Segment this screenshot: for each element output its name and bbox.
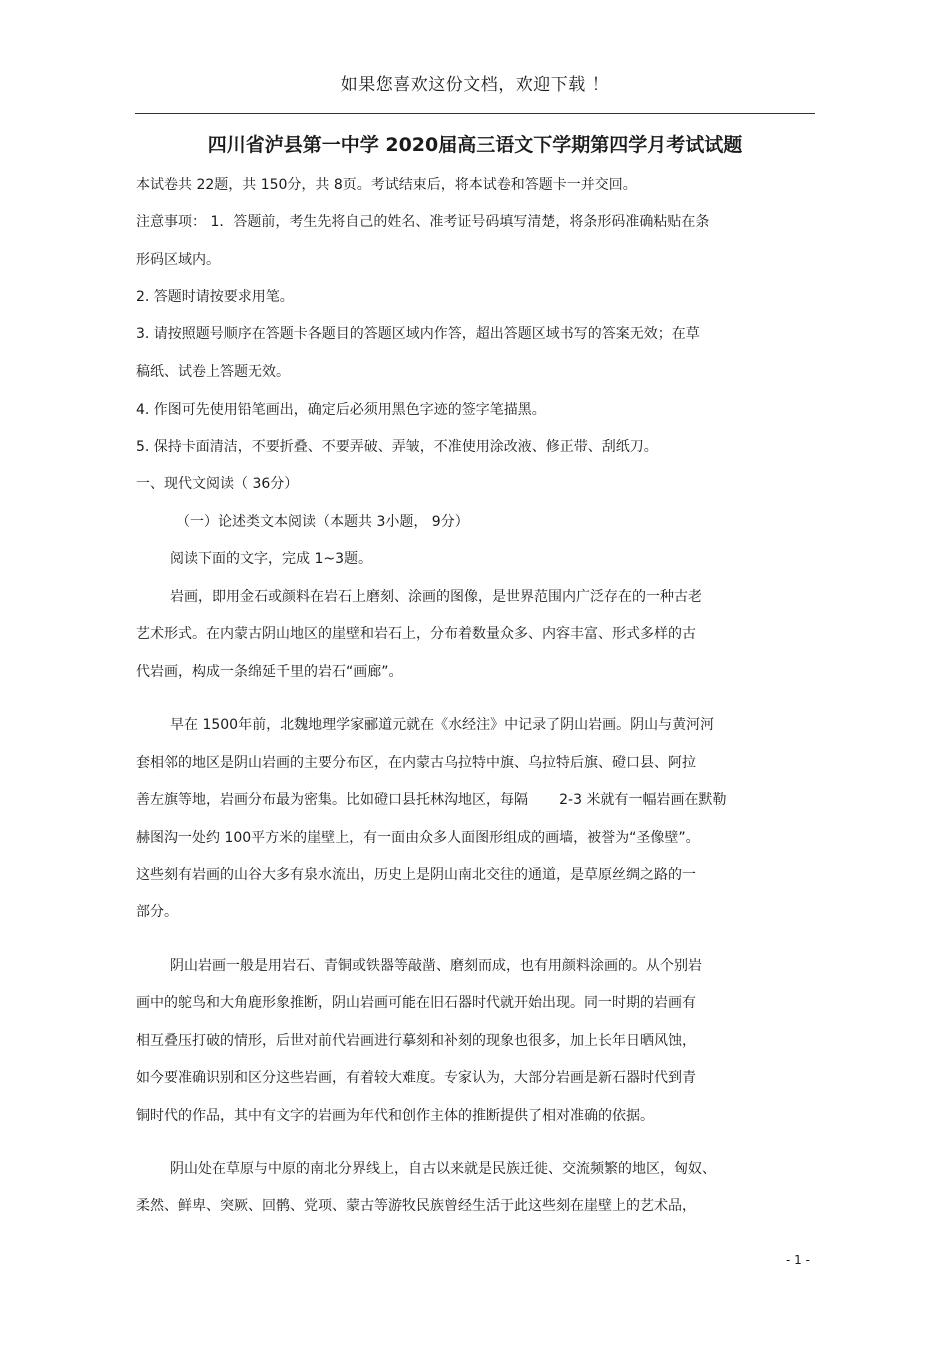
text-line: 相互叠压打破的情形，后世对前代岩画进行摹刻和补刻的现象也很多，加上长年日晒风蚀， (136, 1033, 696, 1049)
text-line: 阅读下面的文字，完成 1~3题。 (170, 551, 372, 567)
text-line: 代岩画，构成一条绵延千里的岩石“画廊”。 (136, 664, 403, 680)
text-line: 岩画，即用金石或颜料在岩石上磨刻、涂画的图像，是世界范围内广泛存在的一种古老 (170, 589, 702, 605)
text-line: 画中的鸵鸟和大角鹿形象推断，阴山岩画可能在旧石器时代就开始出现。同一时期的岩画有 (136, 995, 696, 1011)
text-line: 稿纸、试卷上答题无效。 (136, 364, 290, 380)
text-line: 如今要准确识别和区分这些岩画，有着较大难度。专家认为，大部分岩画是新石器时代到青 (136, 1070, 696, 1086)
text-line: 一、现代文阅读（ 36分） (136, 476, 299, 492)
document-banner: 如果您喜欢这份文档，欢迎下载 ！ (340, 75, 610, 95)
text-line: 部分。 (136, 904, 178, 920)
text-line: （一）论述类文本阅读（本题共 3小题， 9分） (176, 514, 469, 530)
text-line: 套相邻的地区是阴山岩画的主要分布区，在内蒙古乌拉特中旗、乌拉特后旗、磴口县、阿拉 (136, 755, 696, 771)
text-line: 这些刻有岩画的山谷大多有泉水流出，历史上是阴山南北交往的通道，是草原丝绸之路的一 (136, 867, 696, 883)
text-line: 形码区域内。 (136, 252, 220, 268)
text-line: 2. 答题时请按要求用笔。 (136, 289, 294, 305)
text-line: 艺术形式。在内蒙古阴山地区的崖壁和岩石上，分布着数量众多、内容丰富、形式多样的古 (136, 626, 696, 642)
text-line: 阴山处在草原与中原的南北分界线上，自古以来就是民族迁徙、交流频繁的地区，匈奴、 (170, 1161, 716, 1177)
header-divider (135, 113, 815, 114)
text-line: 3. 请按照题号顺序在答题卡各题目的答题区域内作答，超出答题区域书写的答案无效；在草 (136, 326, 700, 342)
text-line: 赫图沟一处约 100平方米的崖壁上，有一面由众多人面图形组成的画墙，被誉为“圣像壁”。 (136, 830, 700, 846)
text-line: 铜时代的作品，其中有文字的岩画为年代和创作主体的推断提供了相对准确的依据。 (136, 1108, 654, 1124)
text-line: 4. 作图可先使用铅笔画出，确定后必须用黑色字迹的签字笔描黑。 (136, 402, 546, 418)
text-line: 本试卷共 22题，共 150分，共 8页。考试结束后，将本试卷和答题卡一并交回。 (136, 177, 637, 193)
text-line: 柔然、鲜卑、突厥、回鹘、党项、蒙古等游牧民族曾经生活于此这些刻在崖壁上的艺术品， (136, 1198, 696, 1214)
page-number: - 1 - (786, 1253, 810, 1267)
exam-title: 四川省泸县第一中学 2020届高三语文下学期第四学月考试试题 (207, 134, 743, 156)
text-line: 5. 保持卡面清洁，不要折叠、不要弄破、弄皱，不准使用涂改液、修正带、刮纸刀。 (136, 439, 658, 455)
text-line: 阴山岩画一般是用岩石、青铜或铁器等敲凿、磨刻而成，也有用颜料涂画的。从个别岩 (170, 958, 702, 974)
text-line: 善左旗等地，岩画分布最为密集。比如磴口县托林沟地区，每隔 2-3 米就有一幅岩画在默勒 (136, 792, 727, 808)
text-line: 注意事项： 1．答题前，考生先将自己的姓名、准考证号码填写清楚，将条形码准确粘贴在条 (136, 214, 710, 230)
text-line: 早在 1500年前，北魏地理学家郦道元就在《水经注》中记录了阴山岩画。阴山与黄河河 (170, 717, 715, 733)
